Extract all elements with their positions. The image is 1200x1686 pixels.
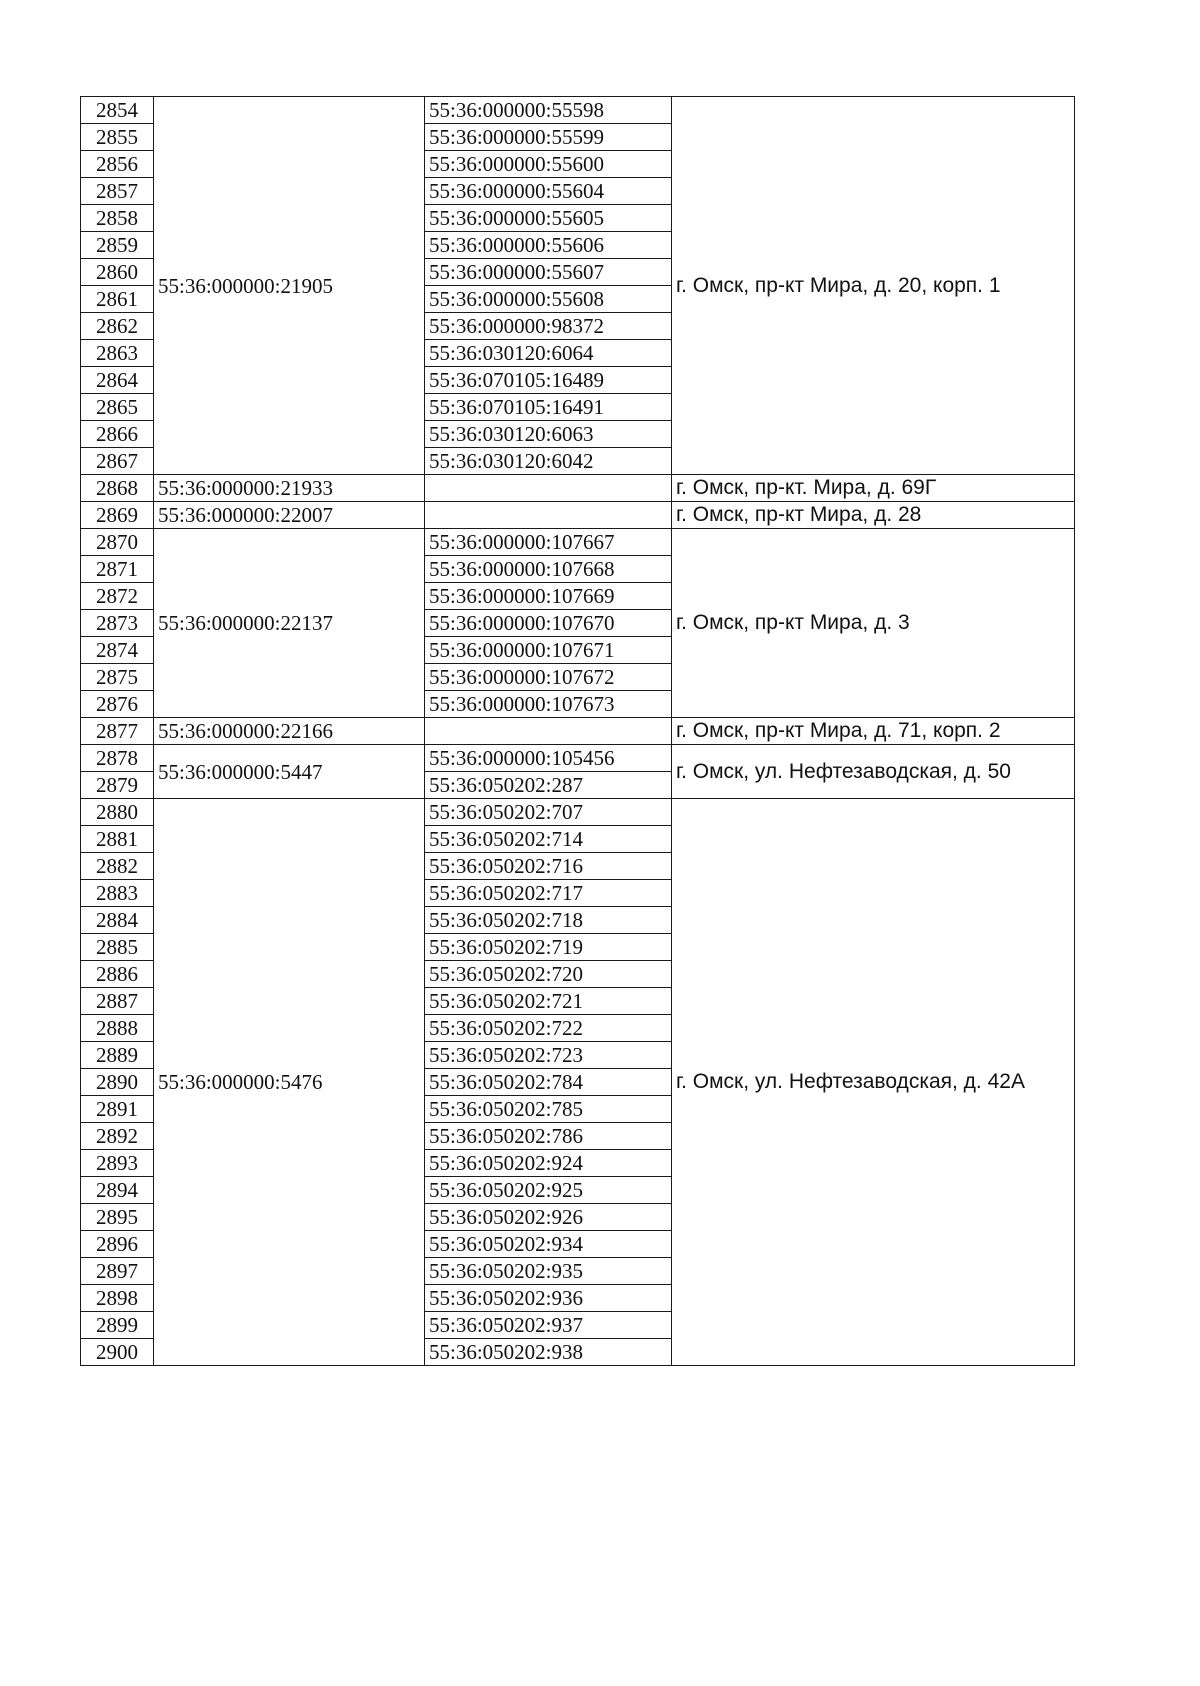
building-cadastral-number-cell: 55:36:000000:5447	[154, 745, 425, 799]
premises-cadastral-number-cell: 55:36:030120:6064	[425, 340, 672, 367]
premises-cadastral-number-cell: 55:36:000000:55605	[425, 205, 672, 232]
premises-cadastral-number-cell: 55:36:030120:6042	[425, 448, 672, 475]
premises-cadastral-number-cell: 55:36:000000:107672	[425, 664, 672, 691]
row-number-cell: 2866	[81, 421, 154, 448]
row-number-cell: 2882	[81, 853, 154, 880]
premises-cadastral-number-cell: 55:36:000000:55604	[425, 178, 672, 205]
row-number-cell: 2892	[81, 1123, 154, 1150]
premises-cadastral-number-cell: 55:36:000000:107668	[425, 556, 672, 583]
row-number-cell: 2860	[81, 259, 154, 286]
premises-cadastral-number-cell: 55:36:050202:721	[425, 988, 672, 1015]
row-number-cell: 2896	[81, 1231, 154, 1258]
row-number-cell: 2854	[81, 97, 154, 124]
premises-cadastral-number-cell: 55:36:050202:785	[425, 1096, 672, 1123]
row-number-cell: 2891	[81, 1096, 154, 1123]
premises-cadastral-number-cell	[425, 475, 672, 502]
row-number-cell: 2857	[81, 178, 154, 205]
premises-cadastral-number-cell: 55:36:050202:925	[425, 1177, 672, 1204]
premises-cadastral-number-cell: 55:36:000000:98372	[425, 313, 672, 340]
address-cell: г. Омск, пр-кт Мира, д. 20, корп. 1	[672, 97, 1075, 475]
premises-cadastral-number-cell: 55:36:050202:924	[425, 1150, 672, 1177]
row-number-cell: 2870	[81, 529, 154, 556]
premises-cadastral-number-cell	[425, 718, 672, 745]
row-number-cell: 2862	[81, 313, 154, 340]
address-cell: г. Омск, ул. Нефтезаводская, д. 42А	[672, 799, 1075, 1366]
row-number-cell: 2876	[81, 691, 154, 718]
premises-cadastral-number-cell: 55:36:000000:107671	[425, 637, 672, 664]
row-number-cell: 2895	[81, 1204, 154, 1231]
premises-cadastral-number-cell: 55:36:050202:723	[425, 1042, 672, 1069]
row-number-cell: 2863	[81, 340, 154, 367]
address-cell: г. Омск, пр-кт Мира, д. 71, корп. 2	[672, 718, 1075, 745]
address-cell: г. Омск, пр-кт. Мира, д. 69Г	[672, 475, 1075, 502]
building-cadastral-number-cell: 55:36:000000:22137	[154, 529, 425, 718]
row-number-cell: 2874	[81, 637, 154, 664]
table-row	[81, 475, 1075, 502]
row-number-cell: 2867	[81, 448, 154, 475]
table-row	[81, 97, 1075, 124]
address-cell: г. Омск, пр-кт Мира, д. 3	[672, 529, 1075, 718]
premises-cadastral-number-cell: 55:36:050202:719	[425, 934, 672, 961]
row-number-cell: 2883	[81, 880, 154, 907]
table-row	[81, 502, 1075, 529]
premises-cadastral-number-cell	[425, 502, 672, 529]
premises-cadastral-number-cell: 55:36:030120:6063	[425, 421, 672, 448]
premises-cadastral-number-cell: 55:36:000000:55607	[425, 259, 672, 286]
table-row	[81, 745, 1075, 772]
row-number-cell: 2900	[81, 1339, 154, 1366]
premises-cadastral-number-cell: 55:36:000000:55600	[425, 151, 672, 178]
premises-cadastral-number-cell: 55:36:050202:707	[425, 799, 672, 826]
building-cadastral-number-cell: 55:36:000000:21933	[154, 475, 425, 502]
premises-cadastral-number-cell: 55:36:050202:937	[425, 1312, 672, 1339]
premises-cadastral-number-cell: 55:36:050202:786	[425, 1123, 672, 1150]
premises-cadastral-number-cell: 55:36:050202:935	[425, 1258, 672, 1285]
row-number-cell: 2875	[81, 664, 154, 691]
premises-cadastral-number-cell: 55:36:000000:107667	[425, 529, 672, 556]
premises-cadastral-number-cell: 55:36:000000:55599	[425, 124, 672, 151]
row-number-cell: 2878	[81, 745, 154, 772]
row-number-cell: 2884	[81, 907, 154, 934]
row-number-cell: 2886	[81, 961, 154, 988]
row-number-cell: 2859	[81, 232, 154, 259]
premises-cadastral-number-cell: 55:36:050202:784	[425, 1069, 672, 1096]
cadastral-register-table	[80, 96, 1075, 1366]
row-number-cell: 2877	[81, 718, 154, 745]
row-number-cell: 2887	[81, 988, 154, 1015]
premises-cadastral-number-cell: 55:36:070105:16491	[425, 394, 672, 421]
premises-cadastral-number-cell: 55:36:000000:55598	[425, 97, 672, 124]
row-number-cell: 2894	[81, 1177, 154, 1204]
premises-cadastral-number-cell: 55:36:000000:55608	[425, 286, 672, 313]
premises-cadastral-number-cell: 55:36:050202:720	[425, 961, 672, 988]
premises-cadastral-number-cell: 55:36:050202:722	[425, 1015, 672, 1042]
row-number-cell: 2898	[81, 1285, 154, 1312]
premises-cadastral-number-cell: 55:36:050202:714	[425, 826, 672, 853]
building-cadastral-number-cell: 55:36:000000:5476	[154, 799, 425, 1366]
row-number-cell: 2873	[81, 610, 154, 637]
table-row	[81, 718, 1075, 745]
premises-cadastral-number-cell: 55:36:000000:105456	[425, 745, 672, 772]
row-number-cell: 2893	[81, 1150, 154, 1177]
premises-cadastral-number-cell: 55:36:000000:55606	[425, 232, 672, 259]
row-number-cell: 2888	[81, 1015, 154, 1042]
premises-cadastral-number-cell: 55:36:050202:718	[425, 907, 672, 934]
row-number-cell: 2890	[81, 1069, 154, 1096]
premises-cadastral-number-cell: 55:36:050202:934	[425, 1231, 672, 1258]
row-number-cell: 2872	[81, 583, 154, 610]
row-number-cell: 2881	[81, 826, 154, 853]
row-number-cell: 2880	[81, 799, 154, 826]
row-number-cell: 2871	[81, 556, 154, 583]
row-number-cell: 2855	[81, 124, 154, 151]
row-number-cell: 2889	[81, 1042, 154, 1069]
table-row	[81, 799, 1075, 826]
building-cadastral-number-cell: 55:36:000000:21905	[154, 97, 425, 475]
premises-cadastral-number-cell: 55:36:050202:287	[425, 772, 672, 799]
row-number-cell: 2869	[81, 502, 154, 529]
row-number-cell: 2868	[81, 475, 154, 502]
row-number-cell: 2897	[81, 1258, 154, 1285]
table-body	[81, 97, 1075, 1366]
row-number-cell: 2879	[81, 772, 154, 799]
address-cell: г. Омск, пр-кт Мира, д. 28	[672, 502, 1075, 529]
address-cell: г. Омск, ул. Нефтезаводская, д. 50	[672, 745, 1075, 799]
premises-cadastral-number-cell: 55:36:050202:716	[425, 853, 672, 880]
premises-cadastral-number-cell: 55:36:050202:926	[425, 1204, 672, 1231]
building-cadastral-number-cell: 55:36:000000:22166	[154, 718, 425, 745]
premises-cadastral-number-cell: 55:36:070105:16489	[425, 367, 672, 394]
row-number-cell: 2858	[81, 205, 154, 232]
premises-cadastral-number-cell: 55:36:000000:107673	[425, 691, 672, 718]
building-cadastral-number-cell: 55:36:000000:22007	[154, 502, 425, 529]
row-number-cell: 2899	[81, 1312, 154, 1339]
row-number-cell: 2856	[81, 151, 154, 178]
row-number-cell: 2865	[81, 394, 154, 421]
row-number-cell: 2861	[81, 286, 154, 313]
row-number-cell: 2864	[81, 367, 154, 394]
premises-cadastral-number-cell: 55:36:000000:107669	[425, 583, 672, 610]
row-number-cell: 2885	[81, 934, 154, 961]
premises-cadastral-number-cell: 55:36:050202:717	[425, 880, 672, 907]
premises-cadastral-number-cell: 55:36:000000:107670	[425, 610, 672, 637]
document-page	[80, 96, 1070, 1366]
premises-cadastral-number-cell: 55:36:050202:936	[425, 1285, 672, 1312]
premises-cadastral-number-cell: 55:36:050202:938	[425, 1339, 672, 1366]
table-row	[81, 529, 1075, 556]
